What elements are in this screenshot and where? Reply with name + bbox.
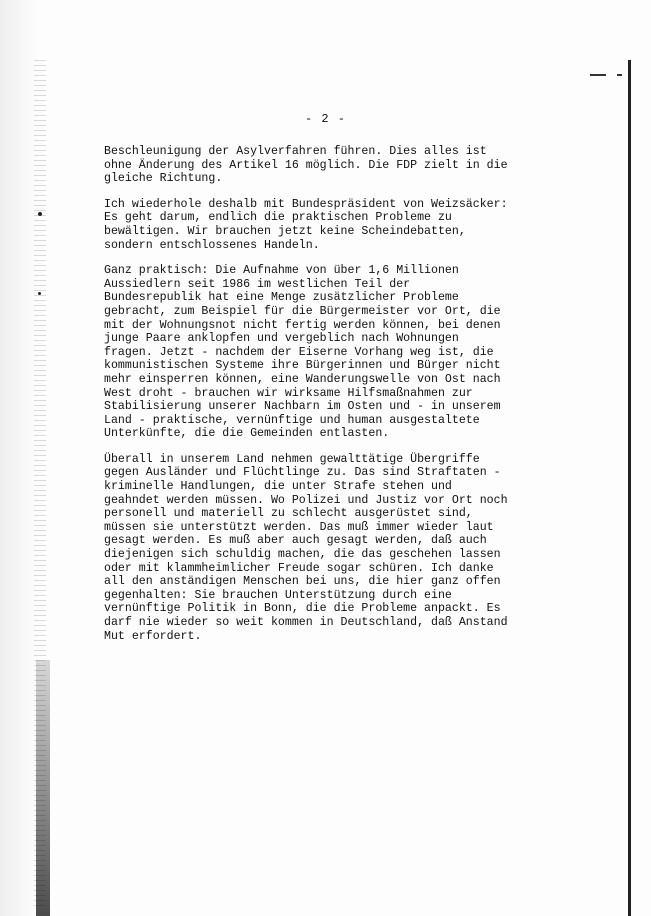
paragraph: Ich wiederhole deshalb mit Bundespräsident von Weizsäcker: Es geht darum, endlich die praktischen Probleme zu bewältigen. Wir brauchen jetzt keine Scheindebatten, sondern entschlossenes Handeln.	[104, 197, 508, 252]
scan-edge-dark	[36, 660, 50, 916]
page-number: - 2 -	[304, 112, 346, 126]
scan-right-border	[628, 60, 631, 916]
scan-mark	[617, 74, 622, 76]
body-text	[104, 145, 524, 655]
paragraph: Beschleunigung der Asylverfahren führen. Dies alles ist ohne Änderung des Artikel 16 möglich. Die FDP zielt in die gleiche Richtung.	[104, 145, 508, 186]
paragraph: Ganz praktisch: Die Aufnahme von über 1,6 Millionen Aussiedlern seit 1986 im westlichen Teil der Bundesrepublik hat eine Menge zusätzlicher Probleme gebracht, zum Beispiel für die Bürgermeister vor Ort, die mit der Wohnungsnot nicht fertig werden können, bei denen junge Paare anklopfen und vergeblich nach Wohnungen fragen. Jetzt - nachdem der Eiserne Vorhang weg ist, die kommunistischen Systeme ihre Bürgerinnen und Bürger nicht mehr einsperren können, eine Wanderungswelle von Ost nach West droht - brauchen wir wirksame Hilfsmaßnahmen zur Stabilisierung unserer Nachbarn im Osten und - in unserem Land - praktische, vernünftige und human ausgestaltete Unterkünfte, die die Gemeinden entlasten.	[104, 264, 501, 441]
punch-hole-mark	[38, 212, 42, 216]
scan-mark	[590, 74, 606, 76]
punch-hole-mark	[38, 292, 41, 295]
paragraph: Überall in unserem Land nehmen gewalttätige Übergriffe gegen Ausländer und Flüchtlinge zu. Das sind Straftaten - kriminelle Handlungen, die unter Strafe stehen und geahndet werden müssen. Wo Polizei und Justiz vor Ort noch personell und materiell zu schlecht ausgerüstet sind, müssen sie unterstützt werden. Das muß immer wieder laut gesagt werden. Es muß aber auch gesagt werden, daß auch diejenigen sich schuldig machen, die das geschehen lassen oder mit klammheimlicher Freude sogar schüren. Ich danke all den anständigen Menschen bei uns, die hier ganz offen gegenhalten: Sie brauchen Unterstützung durch eine vernünftige Politik in Bonn, die die Probleme anpackt. Es darf nie wieder so weit kommen in Deutschland, daß Anstand Mut erfordert.	[104, 452, 508, 643]
